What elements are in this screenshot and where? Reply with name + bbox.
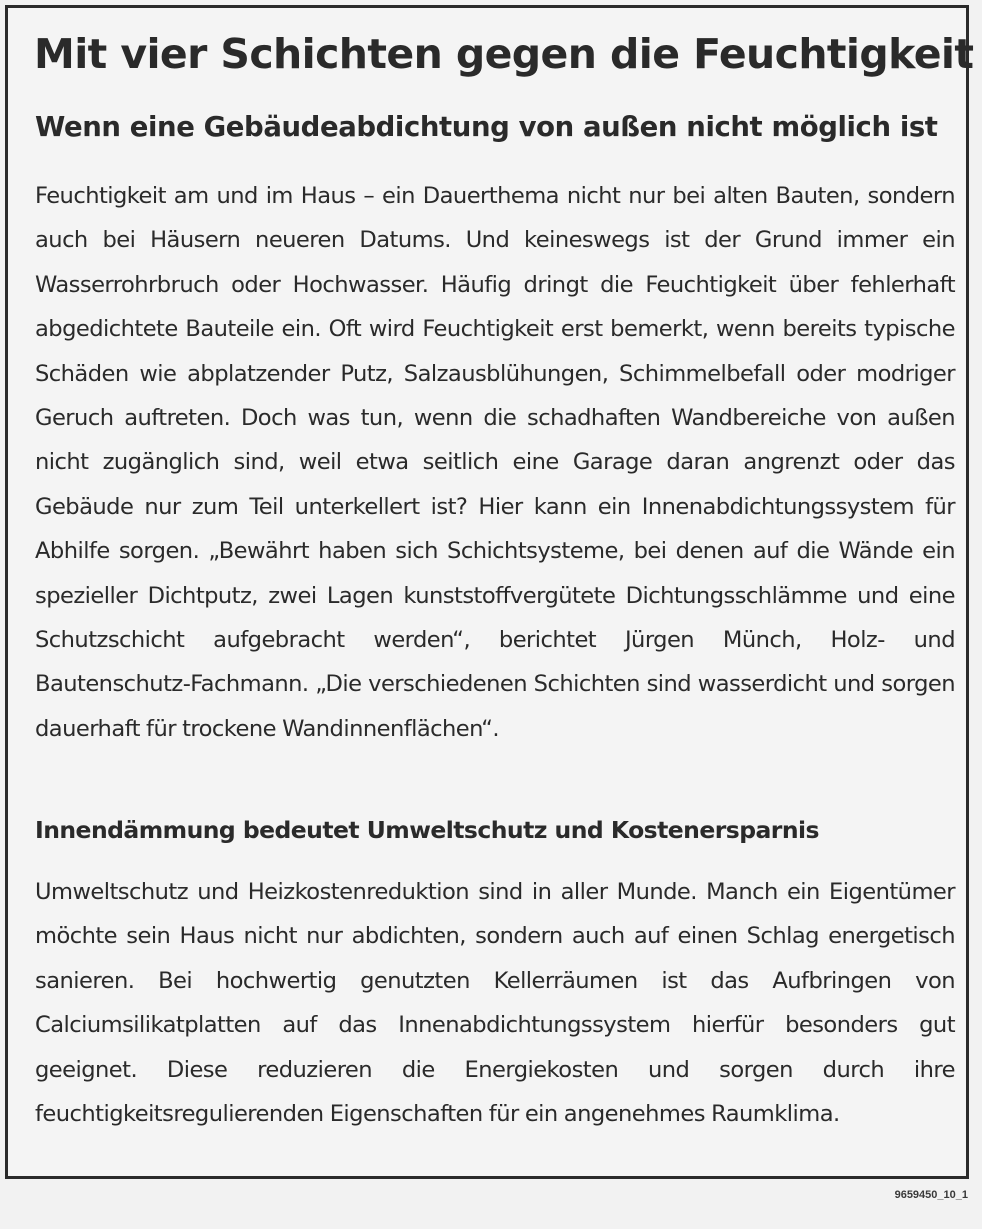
document-code: 9659450_10_1 <box>894 1189 968 1201</box>
section-heading: Innendämmung bedeutet Umweltschutz und Kostenersparnis <box>35 816 819 844</box>
article-frame <box>5 5 974 1179</box>
paragraph-2: Umweltschutz und Heizkostenreduktion sind in aller Munde. Manch ein Eigentümer möchte sein Haus nicht nur abdichten, sondern auch auf einen Schlag energetisch sanieren. Bei hochwertig genutzten Kellerräumen ist das Aufbringen von Calciumsilikatplatten auf das Innenabdichtungssystem hierfür besonders gut geeignet. Diese reduzieren die Energiekosten und sorgen durch ihre feuchtigkeitsregulierenden Eigenschaften für ein angenehmes Raumklima. <box>35 879 955 1128</box>
paragraph-1: Feuchtigkeit am und im Haus – ein Dauerthema nicht nur bei alten Bauten, sondern auch bei Häusern neueren Datums. Und keineswegs ist der Grund immer ein Wasserrohrbruch oder Hochwasser. Häufig dringt die Feuchtigkeit über fehlerhaft abgedichtete Bauteile ein. Oft wird Feuchtigkeit erst bemerkt, wenn bereits typische Schäden wie abplatzender Putz, Salzausblühungen, Schimmelbefall oder modriger Geruch auftreten. Doch was tun, wenn die schadhaften Wandbereiche von außen nicht zugänglich sind, weil etwa seitlich eine Garage daran angrenzt oder das Gebäude nur zum Teil unterkellert ist? Hier kann ein Innenabdichtungssystem für Abhilfe sorgen. „Bewährt haben sich Schichtsysteme, bei denen auf die Wände ein spezieller Dichtputz, zwei Lagen kunststoffvergütete Dichtungsschlämme und eine Schutzschicht aufgebracht werden“, berichtet Jürgen Münch, Holz- und Bautenschutz-Fachmann. „Die verschiedenen Schichten sind wasserdicht und sorgen dauerhaft für trockene Wandinnenflächen“. <box>35 183 955 742</box>
article-title: Mit vier Schichten gegen die Feuchtigkeit <box>34 30 974 78</box>
article-subtitle: Wenn eine Gebäudeabdichtung von außen nicht möglich ist <box>35 111 938 143</box>
